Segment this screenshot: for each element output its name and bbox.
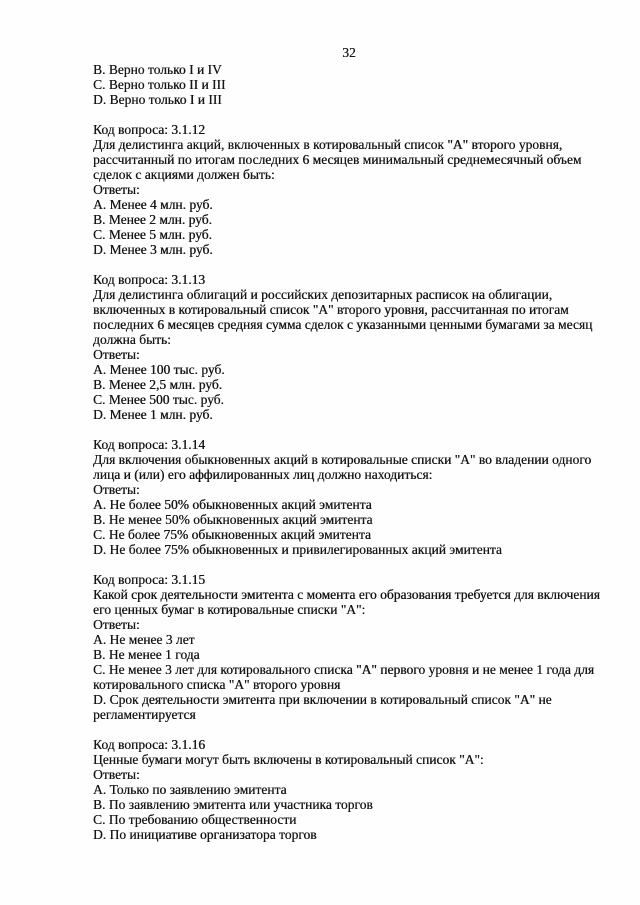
text-line: A. Не более 50% обыкновенных акций эмитента — [93, 497, 372, 512]
question-3-1-13 — [93, 272, 605, 422]
text-line: D. Менее 1 млн. руб. — [93, 407, 213, 422]
question-3-1-16 — [93, 737, 605, 842]
text-line: последних 6 месяцев средняя сумма сделок с указанными ценными бумагами за месяц — [93, 317, 593, 332]
text-line: Какой срок деятельности эмитента с момента его образования требуется для включения — [93, 587, 600, 602]
text-line: D. Верно только I и III — [93, 92, 222, 107]
text-line: включенных в котировальный список "А" второго уровня, рассчитанная по итогам — [93, 302, 569, 317]
text-line: Ответы: — [93, 182, 140, 197]
text-line: рассчитанный по итогам последних 6 месяцев минимальный среднемесячный объем — [93, 152, 582, 167]
text-line: D. Срок деятельности эмитента при включении в котировальный список "А" не — [93, 692, 552, 707]
text-line: A. Только по заявлению эмитента — [93, 782, 287, 797]
text-line: Код вопроса: 3.1.16 — [93, 737, 206, 752]
text-line: A. Не менее 3 лет — [93, 632, 195, 647]
question-3-1-12 — [93, 122, 605, 257]
text-line: C. Верно только II и III — [93, 77, 226, 92]
text-line: регламентируется — [93, 707, 196, 722]
text-line: лица и (или) его аффилированных лиц должно находиться: — [93, 467, 433, 482]
text-line: Код вопроса: 3.1.14 — [93, 437, 206, 452]
text-line: B. Верно только I и IV — [93, 62, 222, 77]
question-3-1-14 — [93, 437, 605, 557]
text-line: B. По заявлению эмитента или участника торгов — [93, 797, 373, 812]
text-line: B. Менее 2,5 млн. руб. — [93, 377, 223, 392]
text-line: C. По требованию общественности — [93, 812, 297, 827]
text-line: Ответы: — [93, 482, 140, 497]
question-3-1-15 — [93, 572, 605, 722]
content — [93, 62, 605, 842]
text-line: Для делистинга акций, включенных в котировальный список "А" второго уровня, — [93, 137, 563, 152]
text-line: B. Не менее 50% обыкновенных акций эмитента — [93, 512, 373, 527]
text-line: A. Менее 4 млн. руб. — [93, 197, 213, 212]
text-line: C. Не более 75% обыкновенных акций эмитента — [93, 527, 371, 542]
text-line: Ответы: — [93, 617, 140, 632]
question-options-continued — [93, 62, 605, 107]
text-line: D. Менее 3 млн. руб. — [93, 242, 213, 257]
text-line: Код вопроса: 3.1.15 — [93, 572, 206, 587]
text-line: B. Не менее 1 года — [93, 647, 200, 662]
text-column — [93, 45, 605, 842]
text-line: котировального списка "А" второго уровня — [93, 677, 341, 692]
text-line: C. Менее 500 тыс. руб. — [93, 392, 224, 407]
text-line: B. Менее 2 млн. руб. — [93, 212, 212, 227]
text-line: Код вопроса: 3.1.12 — [93, 122, 206, 137]
text-line: Для делистинга облигаций и российских депозитарных расписок на облигации, — [93, 287, 553, 302]
text-line: C. Не менее 3 лет для котировального списка "А" первого уровня и не менее 1 года для — [93, 662, 594, 677]
text-line: его ценных бумаг в котировальные списки "А": — [93, 602, 366, 617]
text-line: Код вопроса: 3.1.13 — [93, 272, 206, 287]
text-line: Для включения обыкновенных акций в котировальные списки "А" во владении одного — [93, 452, 592, 467]
text-line: Ценные бумаги могут быть включены в котировальный список "А": — [93, 752, 484, 767]
text-line: D. По инициативе организатора торгов — [93, 827, 317, 842]
text-line: сделок с акциями должен быть: — [93, 167, 275, 182]
page-number: 32 — [342, 45, 356, 60]
text-line: D. Не более 75% обыкновенных и привилегированных акций эмитента — [93, 542, 502, 557]
text-line: Ответы: — [93, 767, 140, 782]
text-line: Ответы: — [93, 347, 140, 362]
text-line: должна быть: — [93, 332, 171, 347]
text-line: C. Менее 5 млн. руб. — [93, 227, 212, 242]
text-line: A. Менее 100 тыс. руб. — [93, 362, 225, 377]
